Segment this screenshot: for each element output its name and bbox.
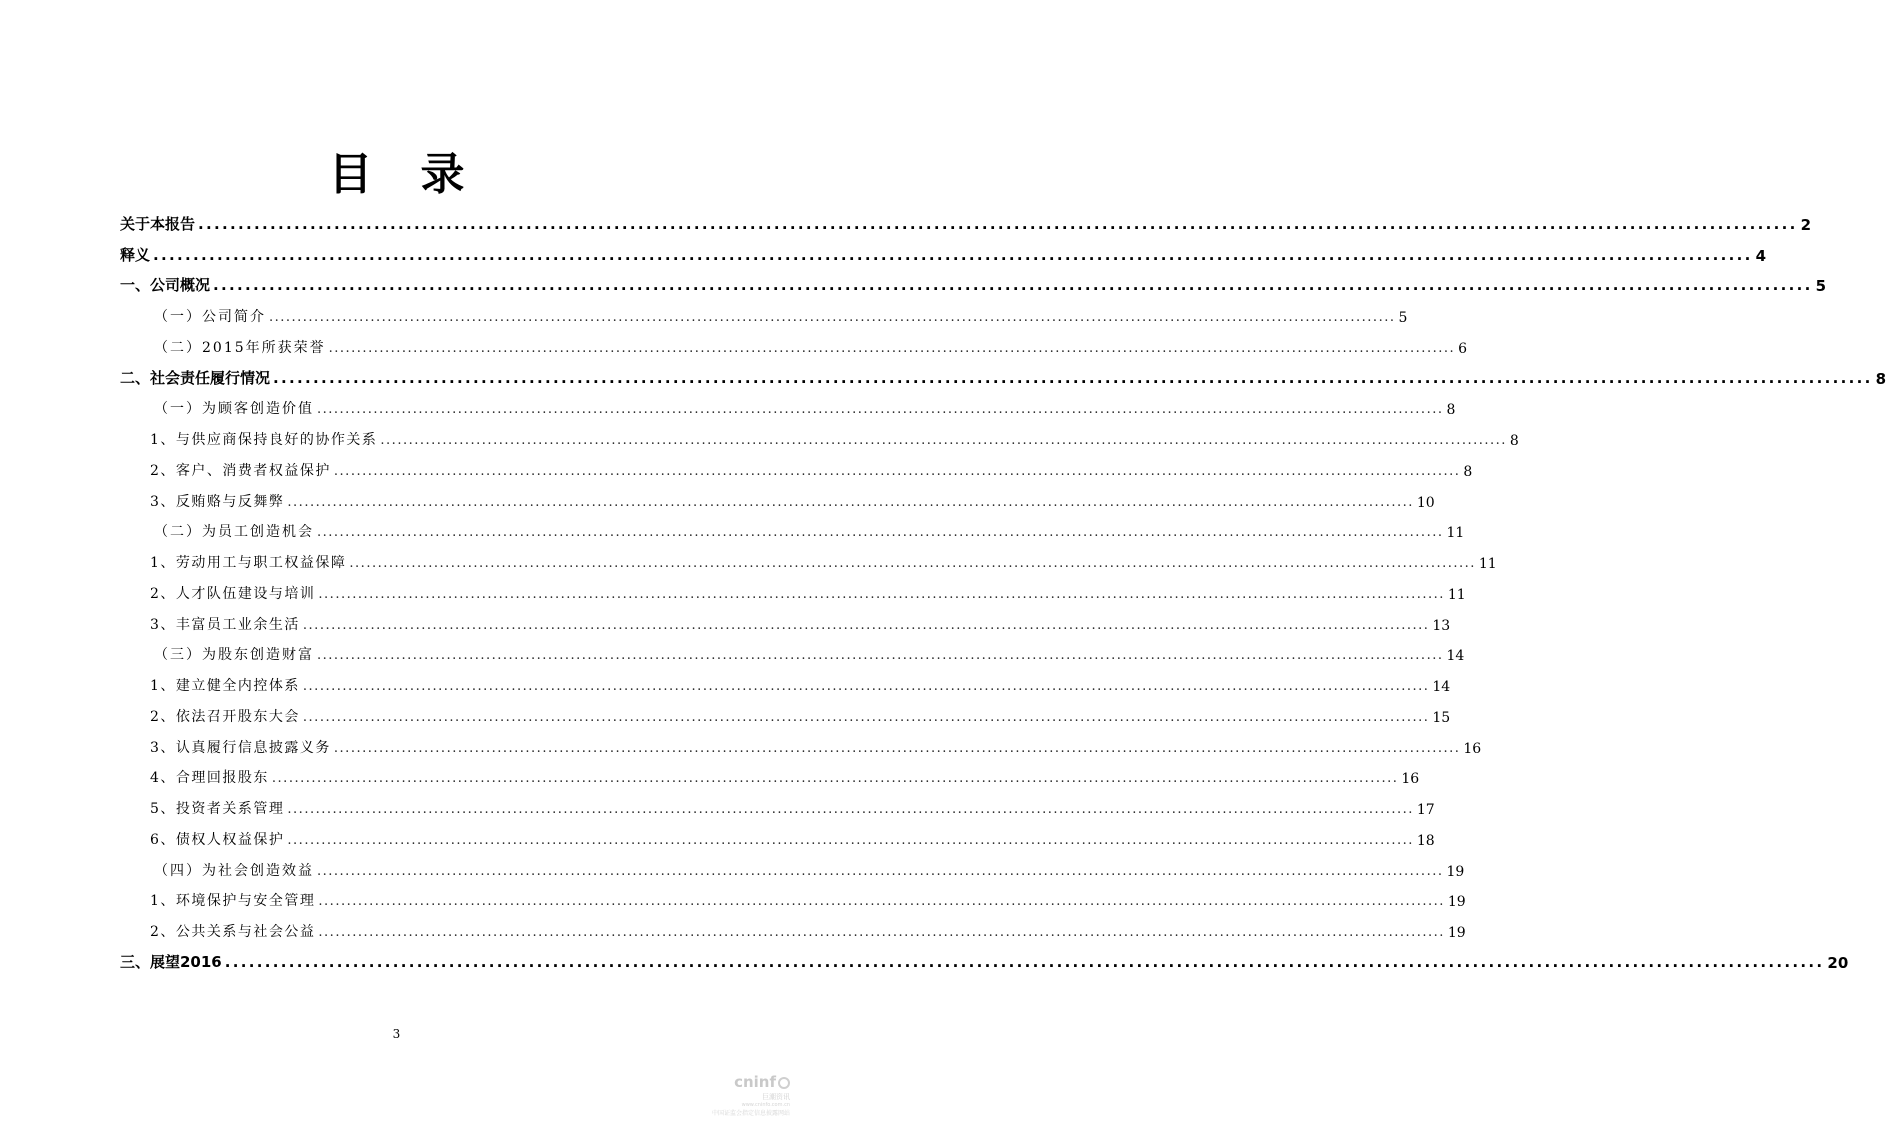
- toc-entry-page: 5: [1398, 310, 1408, 326]
- toc-entry-page: 2: [1800, 215, 1812, 234]
- toc-leader-dots: ........................................................................................................................................................................................................: [213, 276, 1813, 295]
- page-title: 目录: [328, 149, 513, 200]
- toc-entry-label: 三、展望2016: [120, 952, 222, 971]
- toc-entry[interactable]: [120, 329, 1468, 360]
- toc-entry-page: 19: [1447, 925, 1466, 941]
- toc-entry[interactable]: [120, 760, 1420, 791]
- toc-entry-page: 16: [1463, 740, 1482, 757]
- toc-entry-label: （一）公司简介: [154, 309, 266, 325]
- cninfo-logo-icon: [778, 1077, 790, 1089]
- toc-leader-dots: ........................................................................................................................................................................................................: [198, 214, 1798, 233]
- toc-leader-dots: ........................................................................................................................................................................................................: [302, 679, 1430, 694]
- toc-entry-label: （四）为社会创造效益: [154, 862, 314, 879]
- toc-leader-dots: ........................................................................................................................................................................................................: [273, 368, 1873, 387]
- toc-leader-dots: ........................................................................................................................................................................................................: [224, 952, 1825, 971]
- toc-entry-page: 8: [1875, 369, 1886, 388]
- toc-leader-dots: ........................................................................................................................................................................................................: [302, 709, 1430, 725]
- toc-entry-page: 15: [1432, 709, 1451, 726]
- toc-entry-label: 1、与供应商保持良好的协作关系: [150, 432, 378, 448]
- toc-entry-page: 19: [1447, 894, 1466, 911]
- toc-entry[interactable]: [120, 391, 1456, 422]
- toc-entry-label: （三）为股东创造财富: [154, 647, 314, 664]
- toc-entry-page: 8: [1463, 463, 1473, 480]
- toc-entry-label: 2、公共关系与社会公益: [150, 924, 316, 940]
- toc-entry-page: 14: [1446, 648, 1465, 665]
- page-number: 3: [392, 1027, 401, 1041]
- toc-entry[interactable]: [120, 452, 1473, 483]
- toc-entry-label: 1、建立健全内控体系: [150, 678, 300, 694]
- toc-entry[interactable]: [120, 913, 1466, 944]
- toc-entry[interactable]: [120, 790, 1435, 821]
- table-of-contents: [120, 206, 1886, 975]
- toc-leader-dots: ........................................................................................................................................................................................................: [287, 832, 1414, 848]
- toc-entry-page: 10: [1416, 494, 1435, 511]
- watermark-org: 中国证监会指定信息披露网站: [711, 1110, 790, 1117]
- watermark-logo: cninf: [734, 1073, 776, 1091]
- toc-entry[interactable]: [120, 298, 1408, 329]
- toc-leader-dots: ........................................................................................................................................................................................................: [302, 617, 1430, 633]
- toc-entry-label: （二）为员工创造机会: [154, 524, 314, 541]
- toc-leader-dots: ........................................................................................................................................................................................................: [287, 802, 1414, 817]
- toc-entry-page: 13: [1432, 617, 1451, 634]
- toc-entry[interactable]: [120, 268, 1827, 299]
- toc-entry[interactable]: [120, 483, 1435, 514]
- toc-entry-page: 19: [1446, 863, 1465, 880]
- toc-entry[interactable]: [120, 237, 1767, 268]
- toc-leader-dots: ........................................................................................................................................................................................................: [318, 925, 1445, 940]
- toc-entry[interactable]: [120, 206, 1812, 237]
- toc-entry[interactable]: [120, 698, 1451, 729]
- toc-entry[interactable]: [120, 360, 1886, 391]
- toc-entry-label: 1、环境保护与安全管理: [150, 893, 316, 910]
- toc-entry-label: 2、人才队伍建设与培训: [150, 585, 316, 602]
- toc-entry-page: 8: [1509, 433, 1519, 449]
- toc-entry-page: 5: [1815, 277, 1827, 296]
- toc-entry-label: 2、依法召开股东大会: [150, 708, 300, 725]
- toc-entry-label: 3、丰富员工业余生活: [150, 616, 300, 633]
- toc-entry[interactable]: [120, 667, 1451, 698]
- toc-entry[interactable]: [120, 637, 1465, 668]
- toc-entry-label: 4、合理回报股东: [150, 770, 269, 787]
- toc-entry-label: 一、公司概况: [120, 276, 211, 295]
- toc-entry-label: 2、客户、消费者权益保护: [150, 462, 331, 479]
- toc-leader-dots: ........................................................................................................................................................................................................: [333, 463, 1461, 479]
- toc-entry-label: （二）2015年所获荣誉: [154, 339, 326, 356]
- toc-entry-label: 释义: [120, 245, 151, 264]
- toc-leader-dots: ........................................................................................................................................................................................................: [328, 340, 1456, 356]
- toc-leader-dots: ........................................................................................................................................................................................................: [317, 525, 1444, 541]
- toc-leader-dots: ........................................................................................................................................................................................................: [380, 433, 1507, 448]
- toc-entry[interactable]: [120, 514, 1465, 545]
- toc-entry-label: （一）为顾客创造价值: [154, 401, 314, 418]
- toc-entry-page: 8: [1446, 402, 1456, 419]
- toc-entry-page: 20: [1827, 953, 1849, 972]
- toc-entry-page: 16: [1401, 771, 1420, 788]
- toc-entry[interactable]: [120, 883, 1466, 914]
- toc-leader-dots: ........................................................................................................................................................................................................: [287, 494, 1414, 510]
- toc-entry-page: 6: [1458, 340, 1468, 357]
- toc-entry-page: 11: [1446, 525, 1465, 542]
- toc-leader-dots: ........................................................................................................................................................................................................: [318, 894, 1445, 910]
- toc-entry[interactable]: [120, 606, 1451, 637]
- toc-entry-label: 5、投资者关系管理: [150, 801, 285, 817]
- toc-leader-dots: ........................................................................................................................................................................................................: [317, 863, 1444, 879]
- toc-leader-dots: ........................................................................................................................................................................................................: [333, 740, 1461, 756]
- watermark-cn-name: 巨潮资讯: [762, 1093, 790, 1101]
- toc-entry[interactable]: [120, 729, 1482, 760]
- toc-entry[interactable]: [120, 544, 1497, 575]
- cninfo-watermark: [700, 1072, 790, 1117]
- toc-entry[interactable]: [120, 944, 1849, 975]
- toc-entry-page: 14: [1432, 679, 1451, 695]
- toc-entry-page: 11: [1478, 556, 1497, 572]
- toc-entry[interactable]: [120, 821, 1435, 852]
- toc-leader-dots: ........................................................................................................................................................................................................: [349, 556, 1476, 571]
- toc-entry-page: 11: [1447, 586, 1466, 603]
- toc-entry[interactable]: [120, 575, 1466, 606]
- toc-entry-label: 3、反贿赂与反舞弊: [150, 493, 285, 510]
- toc-leader-dots: ........................................................................................................................................................................................................: [153, 245, 1753, 264]
- toc-entry[interactable]: [120, 421, 1519, 452]
- toc-leader-dots: ........................................................................................................................................................................................................: [271, 771, 1399, 787]
- toc-entry-label: 6、债权人权益保护: [150, 831, 285, 848]
- toc-entry-label: 二、社会责任履行情况: [120, 368, 271, 387]
- toc-leader-dots: ........................................................................................................................................................................................................: [318, 586, 1445, 602]
- watermark-url: www.cninfo.com.cn: [741, 1102, 790, 1108]
- toc-entry-label: 3、认真履行信息披露义务: [150, 739, 331, 756]
- toc-leader-dots: ........................................................................................................................................................................................................: [317, 648, 1444, 664]
- toc-entry-page: 4: [1755, 246, 1767, 265]
- toc-entry-label: 1、劳动用工与职工权益保障: [150, 555, 347, 571]
- toc-entry-page: 18: [1416, 832, 1435, 849]
- toc-entry[interactable]: [120, 852, 1465, 883]
- toc-leader-dots: ........................................................................................................................................................................................................: [269, 310, 1396, 325]
- toc-leader-dots: ........................................................................................................................................................................................................: [317, 402, 1444, 418]
- toc-entry-label: 关于本报告: [120, 214, 196, 233]
- toc-entry-page: 17: [1416, 802, 1435, 818]
